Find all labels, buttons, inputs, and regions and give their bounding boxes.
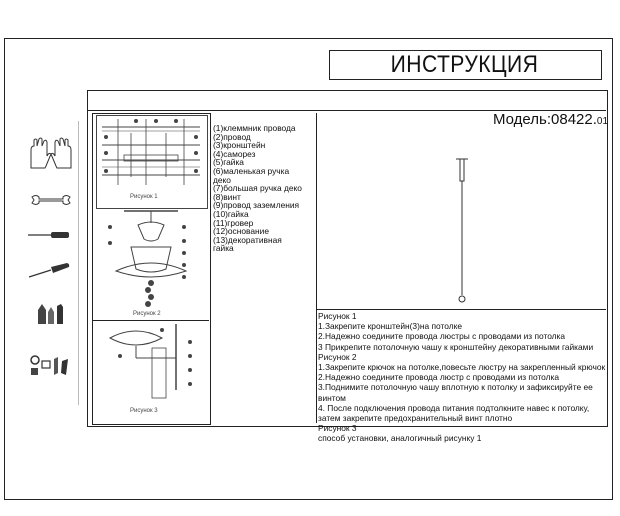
- legend-item: (11)гровер: [213, 217, 254, 228]
- pendant-side-drawing: [450, 155, 480, 305]
- step-line: способ установки, аналогичный рисунку 1: [318, 433, 482, 444]
- screwdriver-flat-icon: [27, 263, 71, 279]
- fasteners-icon: [28, 353, 74, 379]
- legend-item: (9)провод заземления: [213, 200, 300, 211]
- step-line: 3.Поднимите потолочную чашу вплотную к потолку и зафиксируйте ее: [318, 382, 593, 393]
- step-line: Рисунок 2: [318, 351, 357, 362]
- installation-steps: [318, 311, 605, 444]
- figure-1-label: Рисунок 1: [130, 194, 158, 200]
- figure-2-drawing: [96, 207, 206, 319]
- step-line: затем закрепите предохранительный винт плотно: [318, 413, 513, 424]
- step-line: 4. После подключения провода питания подтолкните навес к потолку,: [318, 402, 590, 413]
- figure-3-drawing: [96, 322, 206, 408]
- legend-item: (4)саморез: [213, 148, 256, 159]
- step-line: Рисунок 3: [318, 423, 357, 434]
- legend-item: (2)провод: [213, 131, 251, 142]
- screwdriver-icon: [27, 230, 71, 240]
- figure-3-label: Рисунок 3: [130, 408, 158, 414]
- legend-item: (10)гайка: [213, 208, 249, 219]
- legend-item: (7)большая ручка деко: [213, 183, 302, 194]
- step-line: 1.Закрепите кронштейн(3)на потолке: [318, 321, 463, 332]
- legend-item: (1)клеммник провода: [213, 123, 296, 133]
- legend-item: (13)декоративная: [213, 234, 282, 245]
- step-line: 3 Прикрепите потолочную чашу к кронштейну декоративными гайками: [318, 341, 594, 352]
- step-line: 2.Надежно соедините провода люстры с проводами из потолка: [318, 331, 566, 342]
- text-section-divider: [316, 309, 606, 310]
- legend-item: (6)маленькая ручка: [213, 165, 290, 176]
- panel-header-strip: [87, 90, 606, 111]
- legend-item: (12)основание: [213, 226, 269, 237]
- step-line: Рисунок 1: [318, 311, 357, 321]
- parts-legend: [213, 124, 302, 253]
- legend-item: деко: [213, 174, 231, 185]
- legend-item: (5)гайка: [213, 157, 244, 168]
- figure-2-label: Рисунок 2: [133, 311, 161, 317]
- page-title: ИНСТРУКЦИЯ: [390, 51, 539, 78]
- model-number: Модель:08422.01: [493, 111, 609, 128]
- legend-item: гайка: [213, 243, 234, 254]
- figure-separator: [92, 320, 209, 321]
- step-line: 2.Надежно соедините провода люстр с проводами из потолка: [318, 372, 560, 383]
- step-line: винтом: [318, 392, 346, 403]
- legend-item: (3)кронштейн: [213, 140, 266, 151]
- wrench-icon: [30, 194, 72, 206]
- dowels-icon: [34, 302, 66, 326]
- gloves-icon: [28, 136, 74, 170]
- step-line: 1.Закрепите крючок на потолке,повесьте люстру на закрепленный крючок: [318, 362, 606, 373]
- legend-item: (8)винт: [213, 191, 241, 202]
- column-divider: [316, 113, 317, 423]
